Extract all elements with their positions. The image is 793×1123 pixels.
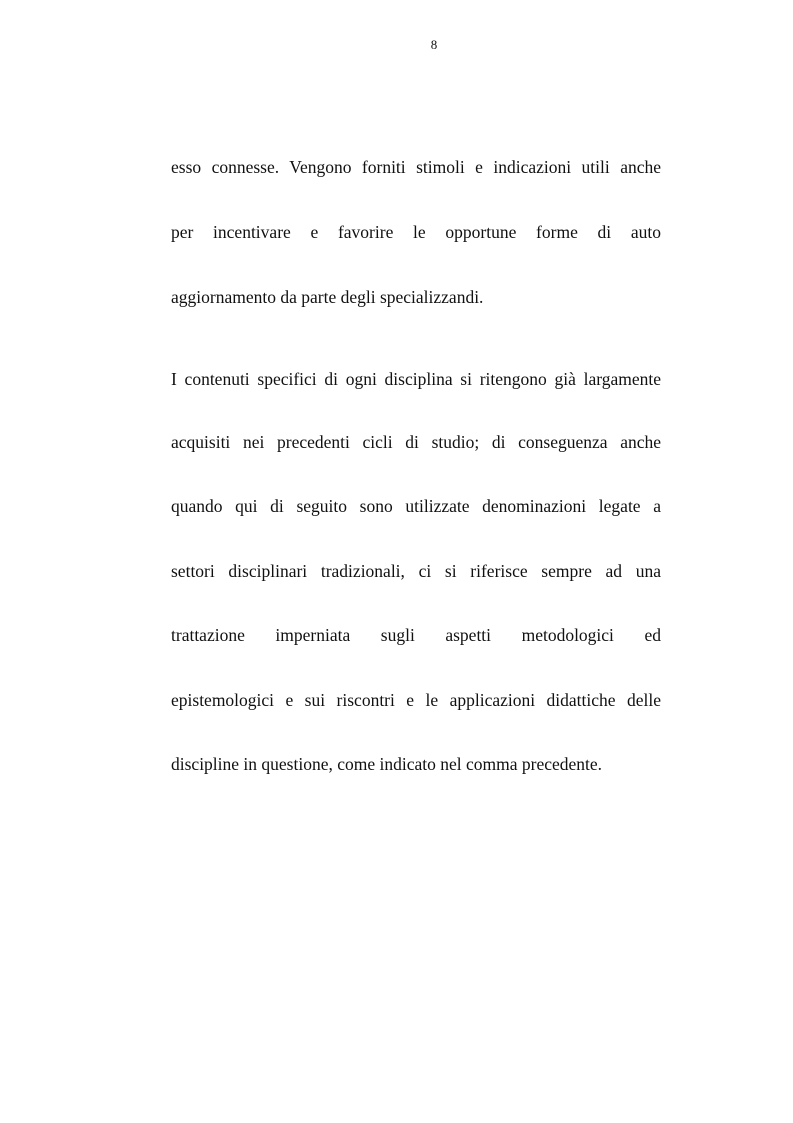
text-line: epistemologici e sui riscontri e le applicazioni didattiche delle — [171, 690, 661, 710]
text-line: quando qui di seguito sono utilizzate denominazioni legate a — [171, 496, 661, 516]
page-number: 8 — [430, 37, 438, 52]
text-line: settori disciplinari tradizionali, ci si riferisce sempre ad una — [171, 561, 661, 581]
text-line: aggiornamento da parte degli specializzandi. — [171, 287, 484, 307]
text-line: esso connesse. Vengono forniti stimoli e indicazioni utili anche — [171, 157, 661, 177]
text-line: I contenuti specifici di ogni disciplina si ritengono già largamente — [171, 369, 661, 389]
text-line: acquisiti nei precedenti cicli di studio; di conseguenza anche — [171, 432, 661, 452]
text-line: trattazione imperniata sugli aspetti metodologici ed — [171, 625, 661, 645]
text-line: per incentivare e favorire le opportune forme di auto — [171, 222, 661, 242]
text-line: discipline in questione, come indicato nel comma precedente. — [171, 754, 603, 774]
